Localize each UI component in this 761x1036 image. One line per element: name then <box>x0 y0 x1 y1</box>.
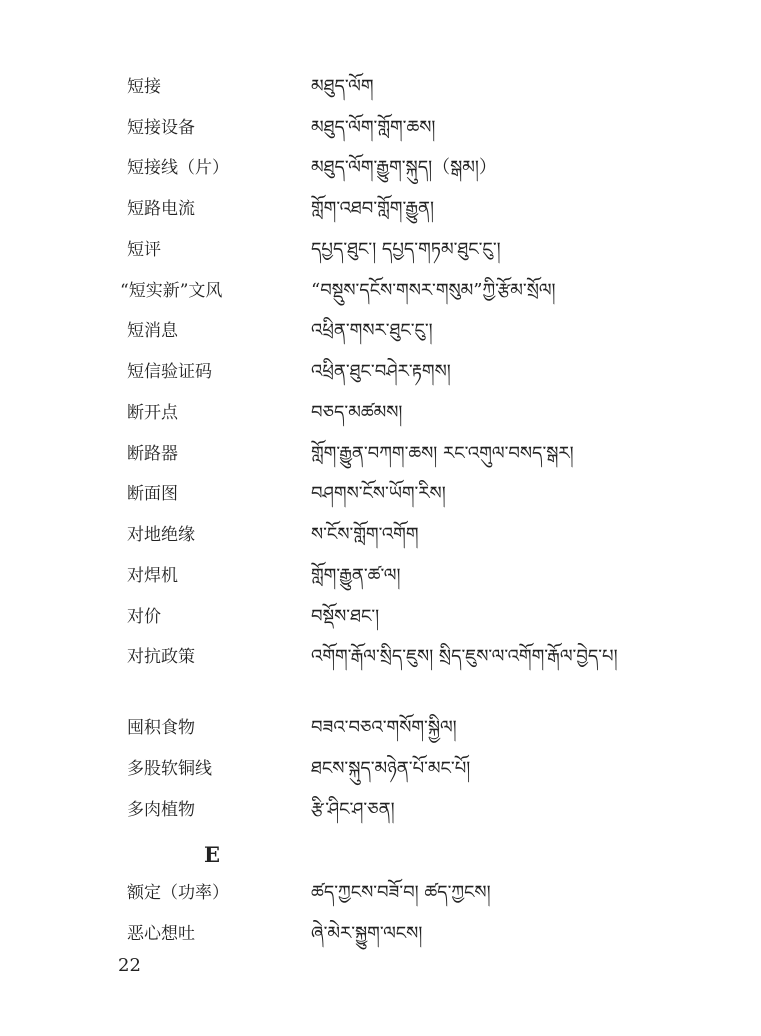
entry-translation: རྩི་ཤིང་ཤ་ཅན། <box>311 799 395 820</box>
entry-translation: འཕྲིན་ཐུང་བཤེར་རྟགས། <box>311 361 451 382</box>
entry-translation: གློག་འཐབ་གློག་རྒྱུན། <box>311 198 435 219</box>
entry-term: 短接线（片） <box>127 158 229 178</box>
entry-term: 短信验证码 <box>127 362 212 382</box>
entry-term: 短路电流 <box>127 199 195 219</box>
entry-term: 断面图 <box>127 484 178 504</box>
entry-translation: ཞེ་མེར་སྐྱུག་ལངས། <box>311 923 423 944</box>
section-letter-heading: E <box>204 842 221 867</box>
entry-term: “短实新”文风 <box>120 281 223 301</box>
entry-term: 短接 <box>127 77 161 97</box>
entry-term: 对地绝缘 <box>127 525 195 545</box>
entry-translation: མཐུད་ལོག་གློག་ཆས། <box>311 117 436 138</box>
entry-term: 对抗政策 <box>127 647 195 667</box>
entry-translation: འགོག་རྒོལ་སྲིད་ཇུས། སྲིད་ཇུས་ལ་འགོག་རྒོལ་བྱེད་པ། <box>311 646 618 667</box>
entry-translation: “བསྡུས་དངོས་གསར་གསུམ”ཀྱི་རྩོམ་སྲོལ། <box>311 280 556 301</box>
entry-term: 额定（功率） <box>127 883 229 903</box>
entry-term: 对焊机 <box>127 566 178 586</box>
entry-translation: མཐུད་ལོག <box>311 76 374 97</box>
entry-term: 短消息 <box>127 321 178 341</box>
entry-term: 多股软铜线 <box>127 759 212 779</box>
page-number: 22 <box>118 955 141 976</box>
entry-translation: གློག་རྒྱུན་ཚ་ལ། <box>311 565 401 586</box>
entry-translation: བཟའ་བཅའ་གསོག་སྐྱིལ། <box>311 717 457 738</box>
entry-translation: ས་ངོས་གློག་འགོག <box>311 524 419 545</box>
entry-translation: དཔྱད་ཐུང་། དཔྱད་གཏམ་ཐུང་ངུ་། <box>311 239 501 260</box>
entry-translation: ཐངས་སྐུད་མཉེན་པོ་མང་པོ། <box>311 758 471 779</box>
entry-translation: འཕྲིན་གསར་ཐུང་ངུ་། <box>311 320 433 341</box>
entry-translation: བསྡོས་ཐང་། <box>311 606 380 627</box>
entry-translation: བཅད་མཚམས། <box>311 402 403 423</box>
entry-translation: མཐུད་ལོག་རྒྱུག་སྐུད།（སྒམ།） <box>311 157 497 178</box>
entry-translation: གློག་རྒྱུན་བཀག་ཆས། རང་འགུལ་བསད་སྒར། <box>311 443 574 464</box>
entry-translation: ཚད་ཀྱངས་བཟོ་བ། ཚད་ཀྱངས། <box>311 882 491 903</box>
entry-term: 恶心想吐 <box>127 924 195 944</box>
entry-term: 断开点 <box>127 403 178 423</box>
entry-translation: བཤགས་ངོས་ཡོག་རིས། <box>311 483 446 504</box>
entry-term: 囤积食物 <box>127 718 195 738</box>
entry-term: 短接设备 <box>127 118 195 138</box>
entry-term: 对价 <box>127 607 161 627</box>
entry-term: 断路器 <box>127 444 178 464</box>
entry-term: 短评 <box>127 240 161 260</box>
entry-term: 多肉植物 <box>127 800 195 820</box>
